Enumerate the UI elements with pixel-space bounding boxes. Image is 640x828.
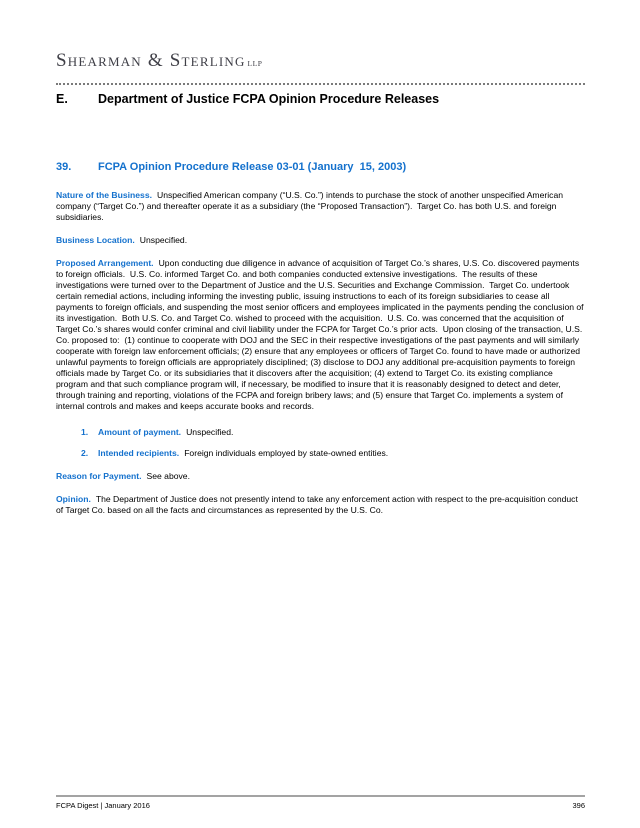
section-heading-title: Department of Justice FCPA Opinion Procedure Releases [98,92,440,106]
paragraph-label: Business Location. [56,235,135,245]
list-item-intended-recipients [56,448,585,459]
header-divider [56,83,585,85]
paragraph-text: Unspecified. [139,235,188,245]
list-item-text: Foreign individuals employed by state-owned entities. [184,448,389,458]
footer-document-title: FCPA Digest | January 2016 [56,801,150,810]
paragraph-text: See above. [146,471,190,481]
firm-logo [56,50,585,72]
list-item-amount-of-payment [56,427,585,438]
list-item-number: 1. [81,427,89,437]
paragraph-text: Upon conducting due diligence in advance of acquisition of Target Co.’s shares, U.S. Co. discovered payments to foreign officials. U.S. Co. informed Target Co. and both companies conducted extensive investigations. The results of these investigations were turned over to the Department of Justice and the U.S. Securities and Exchange Commission. Target Co. undertook certain remedial actions, including informing the investing public, issuing instructions to each of its foreign subsidiaries to cease all payments to foreign officials, and suspending the most senior officers and employees implicated in the payments pending the conclusion of its investigation. Both U.S. Co. and Target Co. wished to proceed with the acquisition. U.S. Co. was concerned that the acquisition of Target Co.’s shares would confer criminal and civil liability under the FCPA for Target Co.’s prior acts. Upon closing of the transaction, U.S. Co. proposed to: (1) continue to cooperate with DOJ and the SEC in their respective investigations of the past payments and will similarly cooperate with foreign law enforcement officials; (2) ensure that any employees or officers of Target Co. found to have made or authorized unlawful payments to foreign officials are appropriately disciplined; (3) disclose to DOJ any additional pre-acquisition payments to foreign officials made by Target Co. or its subsidiaries that it discovers after the acquisition; (4) extend to Target Co. its existing compliance program and that such compliance program will, if necessary, be modified to insure that it is reasonably designed to detect and deter, through training and reporting, violations of the FCPA and foreign bribery laws; and (5) ensure that Target Co. implements a system of internal controls and makes and keeps accurate books and records. [56,258,586,411]
paragraph-proposed-arrangement [56,258,585,412]
list-item-label: Amount of payment. [98,427,182,437]
section-heading-number: E. [56,92,68,106]
paragraph-business-location [56,235,585,246]
paragraph-reason-for-payment [56,471,585,482]
release-heading-title: FCPA Opinion Procedure Release 03-01 (January 15, 2003) [98,161,407,173]
page-content [56,0,585,516]
paragraph-label: Opinion. [56,494,91,504]
section-heading [56,92,585,107]
list-item-number: 2. [81,448,89,458]
paragraph-label: Proposed Arrangement. [56,258,154,268]
firm-logo-suffix: LLP [247,59,263,68]
numbered-list [56,427,585,459]
paragraph-opinion [56,494,585,516]
paragraph-label: Nature of the Business. [56,190,152,200]
paragraph-text: Unspecified American company (“U.S. Co.”) intends to purchase the stock of another unspecified American company (“Target Co.”) and thereafter operate it as a subsidiary (the “Proposed Transaction”). Target Co. has both U.S. and foreign subsidiaries. [56,190,566,222]
page-footer [56,795,585,810]
list-item-label: Intended recipients. [98,448,180,458]
list-item-text: Unspecified. [186,427,234,437]
paragraph-label: Reason for Payment. [56,471,142,481]
firm-logo-name: Shearman & Sterling [56,50,246,71]
footer-page-number: 396 [572,801,585,810]
release-heading-number: 39. [56,161,72,173]
release-heading [56,160,585,174]
paragraph-nature-of-business [56,190,585,223]
paragraph-text: The Department of Justice does not presently intend to take any enforcement action with respect to the pre-acquisition conduct of Target Co. based on all the facts and circumstances as represented by the U.S. Co. [56,494,581,515]
